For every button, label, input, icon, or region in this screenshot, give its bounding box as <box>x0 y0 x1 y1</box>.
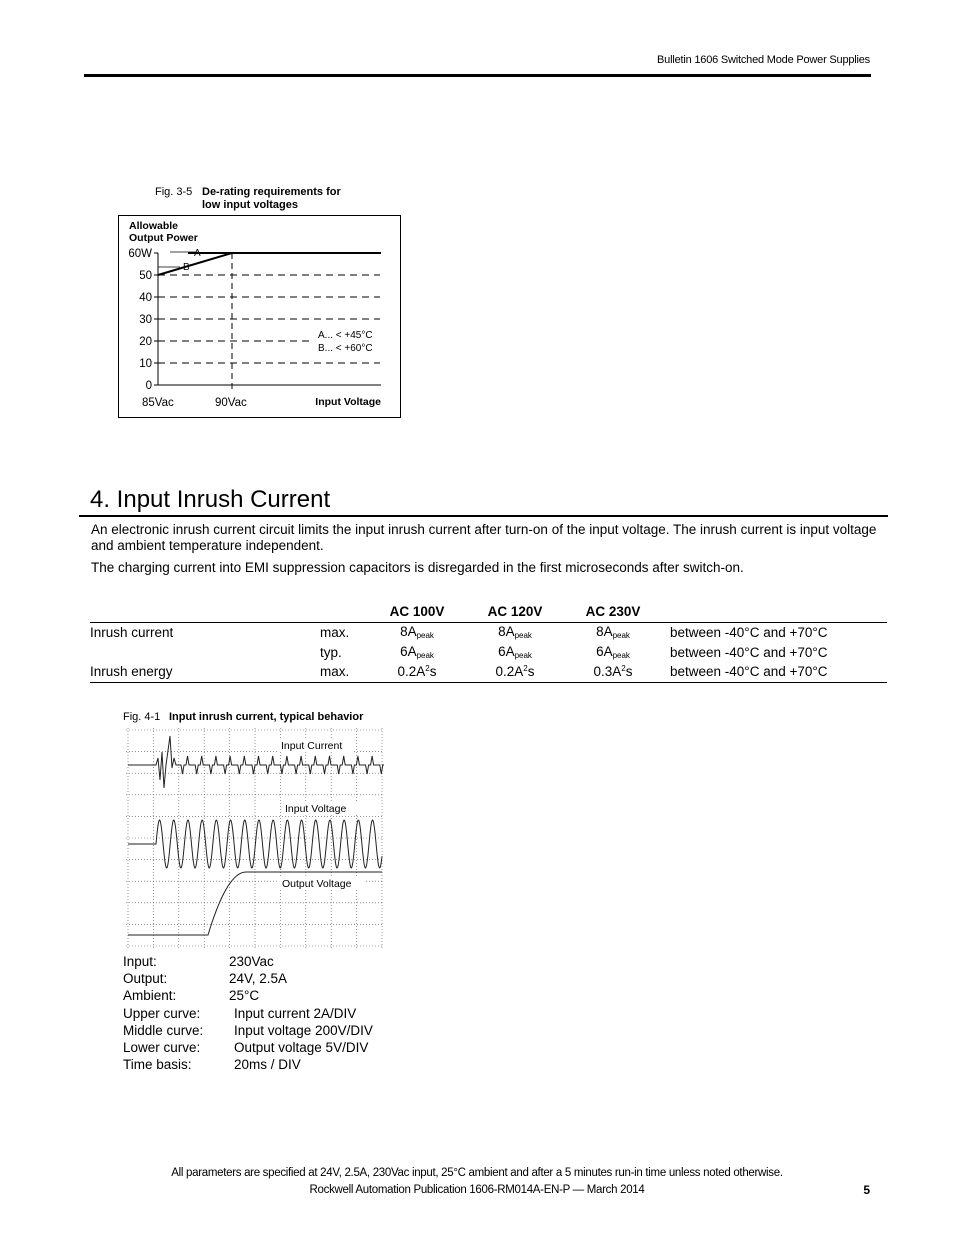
fig-4-1-number: Fig. 4-1 <box>123 711 161 723</box>
footer-publication: Rockwell Automation Publication 1606-RM014A-EN-P — March 2014 <box>309 1184 645 1196</box>
condition-row: Input: 230Vac <box>123 954 274 969</box>
conditions-block-1 <box>123 953 287 1004</box>
header-rule <box>84 74 871 77</box>
cond-cell: between -40°C and +70°C <box>670 624 828 640</box>
condition-row: Output: 24V, 2.5A <box>123 971 288 986</box>
section-rule <box>79 515 888 517</box>
x-tick-90vac: 90Vac <box>215 397 247 409</box>
fig-3-5-title-line2: low input voltages <box>202 199 298 211</box>
col-ac120: AC 120V <box>466 601 564 622</box>
param-cell: Inrush energy <box>90 662 320 682</box>
legend-a: A... < +45°C <box>318 330 373 341</box>
fig-4-1-title: Input inrush current, typical behavior <box>169 711 364 723</box>
condition-row: Ambient: 25°C <box>123 988 260 1003</box>
param-cell <box>90 642 320 662</box>
fig-3-5-number: Fig. 3-5 <box>155 186 193 198</box>
label-input-voltage: Input Voltage <box>285 803 347 815</box>
y-tick-label: 10 <box>139 358 152 370</box>
legend-b: B... < +60°C <box>318 343 373 354</box>
col-ac100: AC 100V <box>368 601 466 622</box>
condition-row: Upper curve: Input current 2A/DIV <box>123 1006 357 1021</box>
fig-3-5-title <box>202 186 341 212</box>
qual-cell: max. <box>320 662 368 682</box>
y-tick-label: 60W <box>128 248 152 260</box>
cond-cell: between -40°C and +70°C <box>662 662 887 682</box>
y-tick-label: 0 <box>145 380 152 392</box>
table-row: Inrush energy max. $0.2A^2s$ $0.2A^2s$ $0.3A^2s$ between -40°C and +70°C <box>90 662 887 682</box>
inrush-spec-table <box>90 601 887 683</box>
label-input-current: Input Current <box>281 740 343 752</box>
table-header-row <box>90 601 887 622</box>
section-title: 4. Input Inrush Current <box>90 486 331 513</box>
oscilloscope-plot <box>126 728 384 948</box>
condition-row: Lower curve: Output voltage 5V/DIV <box>123 1040 369 1055</box>
chart-frame <box>119 216 401 418</box>
fig-3-5-title-line1: De-rating requirements for <box>202 186 341 198</box>
qual-cell: max. <box>320 624 350 640</box>
derating-chart <box>118 215 401 418</box>
footer-note: All parameters are specified at 24V, 2.5A, 230Vac input, 25°C ambient and after a 5 minutes run-in time unless noted otherwise. <box>171 1167 783 1179</box>
y-axis-label-line2: Output Power <box>129 232 198 244</box>
paragraph-1: An electronic inrush current circuit limits the input inrush current after turn-on of the input voltage. The inrush current is input voltage and ambient temperature independent. <box>91 522 877 553</box>
param-cell: Inrush current <box>90 624 174 640</box>
y-tick-label: 40 <box>139 292 152 304</box>
y-tick-label: 30 <box>139 314 152 326</box>
x-axis-label: Input Voltage <box>315 396 381 408</box>
y-tick-label: 50 <box>139 270 152 282</box>
cond-cell: between -40°C and +70°C <box>670 644 828 660</box>
conditions-block-2 <box>123 1005 373 1073</box>
paragraph-2: The charging current into EMI suppression capacitors is disregarded in the first microseconds after switch-on. <box>91 560 744 575</box>
x-tick-85vac: 85Vac <box>142 397 174 409</box>
running-header: Bulletin 1606 Switched Mode Power Supplies <box>657 54 870 66</box>
condition-row: Middle curve: Input voltage 200V/DIV <box>123 1023 373 1038</box>
fig-3-5-caption <box>155 186 192 198</box>
fig-4-1-caption <box>123 711 160 723</box>
condition-row: Time basis: 20ms / DIV <box>123 1057 301 1072</box>
label-output-voltage: Output Voltage <box>282 878 352 890</box>
col-ac230: AC 230V <box>564 601 662 622</box>
series-b-label: B <box>183 262 190 273</box>
y-tick-label: 20 <box>139 336 152 348</box>
table-row: Inrush current max. $8A_{peak}$ $8A_{peak}$ $8A_{peak}$ between -40°C and +70°C <box>90 622 887 642</box>
qual-cell: typ. <box>320 644 342 660</box>
y-axis-label-line1: Allowable <box>129 220 179 232</box>
table-row: typ. $6A_{peak}$ $6A_{peak}$ $6A_{peak}$ between -40°C and +70°C <box>90 642 887 662</box>
page-number: 5 <box>863 1183 870 1197</box>
series-a-label: A <box>194 248 201 259</box>
